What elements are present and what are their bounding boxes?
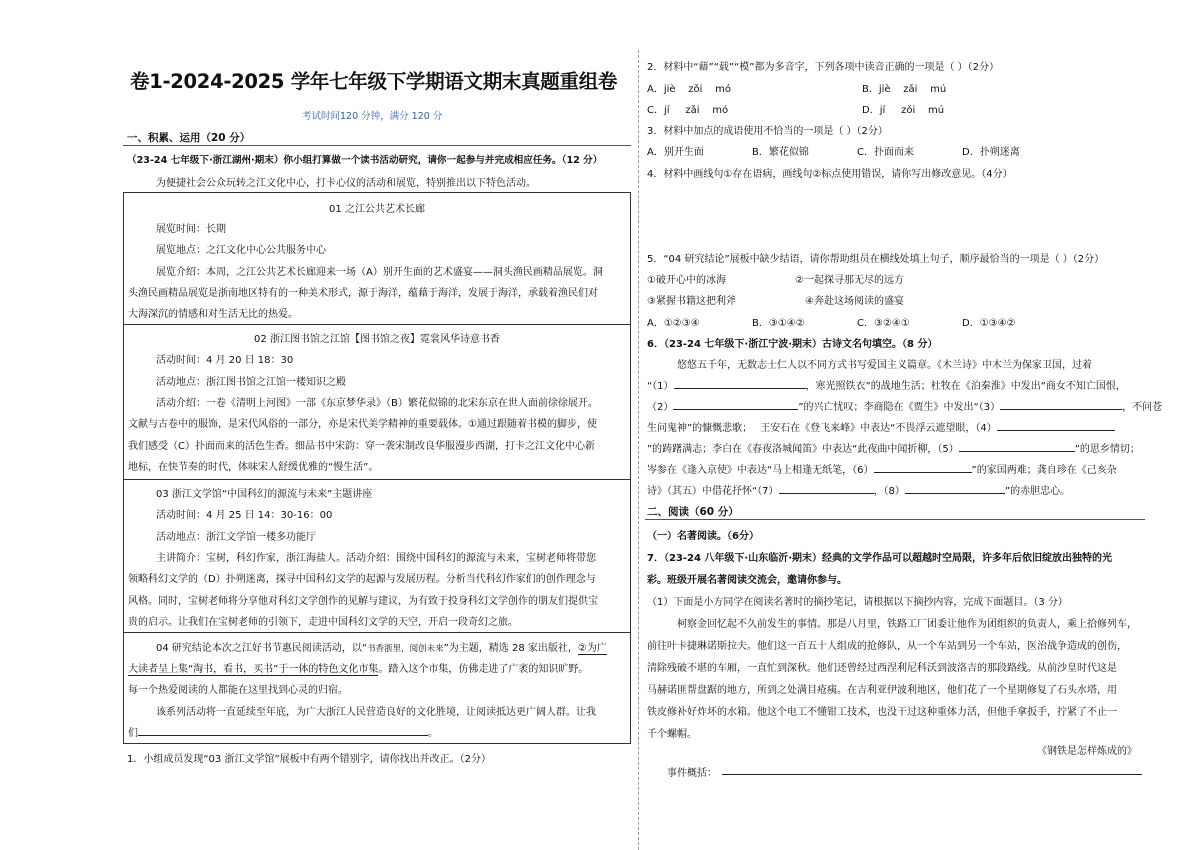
q5-item-4: ④奔赴这场阅读的盛宴 [805,296,904,307]
question-7-cont: 彩。班级开展名著阅读交流会，邀请你参与。 [647,575,847,586]
page-title: 卷1-2024-2025 学年七年级下学期语文期末真题重组卷 [130,70,618,93]
blank-1[interactable] [674,378,806,389]
question-1: 1．小组成员发现“03 浙江文学馆”展板中有两个错别字，请你找出并改正。（2分） [127,754,491,765]
box1-line: 展览地点：之江文化中心公共服务中心 [156,245,326,256]
q6-line [647,419,1115,434]
q3-option-a[interactable]: A．别开生面 [647,147,704,158]
section-1-heading: 一、积累、运用（20 分） [127,132,251,144]
q6-line [647,398,1162,413]
excerpt-line: 清除残破不堪的车厢，一直忙到深秋。他们还曾经过西涅利尼科沃到波洛吉的那段路线。从前沙皇时代这是 [647,663,1117,674]
question-7: 7．（23-24 八年级下·山东临沂·期末）经典的文学作品可以超越时空局限，许多年后依旧绽放出独特的光 [647,553,1113,564]
box3-title: 03 浙江文学馆“中国科幻的源流与未来”主题讲座 [156,489,373,500]
box4-text: ”为主题，精选 28 家出版社， [443,643,578,654]
q6-line [647,440,1140,455]
q5-item-1: ①破开心中的冰海 [647,275,726,286]
box1-title: 01 之江公共艺术长廊 [329,204,425,215]
box2-title: 02 浙江图书馆之江馆【图书馆之夜】霓裳风华诗意书香 [254,334,500,345]
question-4: 4．材料中画线句①存在语病，画线句②标点使用错误，请你写出修改意见。（4分） [647,169,1013,180]
box3-line: 领略科幻文学的（D）扑朔迷离，探寻中国科幻文学的起源与发展历程。分析当代科幻作家们的创作理念与 [128,574,596,585]
question-7-1: （1）下面是小方同学在阅读名著时的摘抄笔记，请根据以下摘抄内容，完成下面题目。（3 分） [647,597,1068,608]
box1-line: 展览介绍：本周，之江公共艺术长廊迎来一场（A）别开生面的艺术盛宴——洞头渔民画精品展览。洞 [156,267,603,278]
q6-text: ，寒光照铁衣”的战地生活；杜牧在《泊秦淮》中发出“商女不知亡国恨， [805,381,1126,392]
q2-option-a[interactable]: A．jiè zǒi mó [647,84,731,95]
q5-option-d[interactable]: D．①③④② [962,318,1016,329]
blank-2[interactable] [673,399,798,410]
section-1-intro: （23-24 七年级下·浙江湖州·期末）你小组打算做一个读书活动研究，请你一起参与并完成相应任务。（12 分） [127,155,603,166]
box4-text: 04 研究结论本次之江好书节惠民阅读活动，以“ [156,643,368,654]
box2-line: 活动时间：4 月 20 日 18：30 [156,355,294,366]
box4-line: 每一个热爱阅读的人都能在这里找到心灵的归宿。 [128,685,348,696]
box2-line: 文献与古卷中的服饰，是宋代风俗的一部分，亦是宋代美学精神的重要载体。①通过跟随着书模的脚步，使 [128,419,597,430]
subsection-heading: （一）名著阅读。（6分） [647,531,759,542]
q6-text: 诗》（其五）中借花抒怀“（7） [647,486,779,497]
q6-text: 王安石在《登飞来峰》中表达“不畏浮云遮望眼，（4） [760,423,997,434]
excerpt-line: 柯察金回忆起不久前发生的事情。那是八月里，铁路工厂团委让他作为团组织的负责人，乘上拾修列车， [677,619,1137,630]
question-3: 3．材料中加点的成语使用不恰当的一项是（ ）（2分） [647,126,888,137]
excerpt-line: 铁皮修补好炸坏的水箱。他这个电工不懂钳工技术，也没干过这种重体力活，但他手拿扳手，拧紧了不止一 [647,707,1117,718]
blank-5[interactable] [959,441,1075,452]
question-5: 5．“04 研究结论”展板中缺少结语，请你帮助组员在横线处填上句子，顺序最恰当的一项是（ ）（2分） [647,254,1105,265]
section-2-underline [645,519,1145,520]
blank-8[interactable] [905,483,1005,494]
material-box [123,192,631,744]
question-6: 6．（23-24 七年级下·浙江宁波·期末）古诗文名句填空。（8 分） [647,339,938,350]
q3-option-b[interactable]: B．繁花似锦 [752,147,809,158]
divider [124,324,630,325]
divider [124,479,630,480]
section-2-heading: 二、阅读（60 分） [647,506,739,518]
q6-text: 岑参在《逢入京使》中表达“马上相逢无纸笔，（6） [647,465,874,476]
question-2: 2．材料中“藉”“载”“模”都为多音字，下列各项中读音正确的一项是（ ）（2分） [647,62,999,73]
q5-item-2: ②一起探寻那无尽的远方 [795,275,904,286]
q6-text: “（1） [647,381,674,392]
box1-line: 头渔民画精品展览是浙南地区特有的一种美术形式，源于海洋，蕴藉于海洋，发展于海洋，承载着渔民们对 [128,288,598,299]
q6-line [647,482,1070,497]
blank-7[interactable] [779,483,874,494]
q3-option-c[interactable]: C．扑面而来 [857,147,914,158]
box2-line: 活动介绍：一卷《清明上河图》一部《东京梦华录》（B）繁花似锦的北宋东京在世人面前徐徐展开。 [156,398,598,409]
q5-item-3: ③紧握书籍这把利斧 [647,296,736,307]
box3-line: 活动地点：浙江文学馆一楼多功能厅 [156,532,316,543]
blank-6[interactable] [874,462,972,473]
box4-text: 。踏入这个市集，仿佛走进了广袤的知识旷野。 [378,664,589,675]
box4-line [156,639,607,654]
q6-line [647,461,1117,476]
book-title: 《钢铁是怎样炼成的》 [1037,746,1137,757]
q6-text: ”的兴亡忧叹；李商隐在《贾生》中发出“（3） [798,402,1001,413]
box4-text: 们 [128,728,138,739]
box2-line: 地标，在快节奏的时代，体味宋人舒缓优雅的“慢生活”。 [128,462,379,473]
box3-line: 主讲简介：宝树，科幻作家，浙江海盐人。活动介绍：围绕中国科幻的源流与未来，宝树老师将带您 [156,553,596,564]
q2-option-d[interactable]: D．jí zǒi mú [862,105,945,116]
q6-text: ”的踌躇满志；李白在《春夜洛城闻笛》中表达“此夜曲中闻折柳，（5） [647,444,959,455]
box1-line: 大海深沉的情感和对生活无比的热爱。 [128,309,298,320]
q2-option-c[interactable]: C．jí zǎi mó [647,105,729,116]
divider [124,632,630,633]
box3-line: 风格。同时，宝树老师将分享他对科幻文学创作的见解与建议，为有致于投身科幻文学创作的朋友们提供宝 [128,596,598,607]
q6-text: ”的思乡情切； [1074,444,1140,455]
q6-line [647,377,1126,392]
summary-label: 事件概括： [667,768,717,779]
excerpt-line: 前往叶卡捷琳诺斯拉夫。他们这一百五十人组成的抢修队，从一个车站到另一个车站，医治战争造成的创伤， [647,641,1127,652]
box2-line: 我们感受（C）扑面而来的活色生香。细品书中宋韵：穿一袭宋制改良华服漫步西湖，打卡之江文化中心新 [128,441,595,452]
q5-option-c[interactable]: C．③②④① [857,318,910,329]
q6-text: ，不问苍 [1122,402,1163,413]
box3-line: 贵的启示。让我们在宝树老师的引领下，走进中国科幻文学的天空，开启一段奇幻之旅。 [128,617,518,628]
box4-text: 。 [428,728,438,739]
q6-text: ”的赤胆忠心。 [1004,486,1071,497]
box3-line: 活动时间：4 月 25 日 14：30-16：00 [156,510,333,521]
blank-4[interactable] [997,420,1115,431]
blank-3[interactable] [1000,399,1122,410]
box4-underlined: ②为广 [577,643,607,654]
excerpt-line: 马赫诺匪帮盘踞的地方，所到之处满目疮痍。在吉利亚伊波利地区，他们花了一个星期修复了石头水塔，用 [647,685,1117,696]
exam-info: 考试时间120 分钟，满分 120 分 [302,111,443,122]
box1-line: 展览时间：长期 [156,224,226,235]
q6-text: ”的家国两难；龚自珍在《己亥杂 [971,465,1117,476]
box4-theme: 书香浙里，阅创未来 [367,644,444,654]
summary-answer-line[interactable] [722,774,1142,775]
section-1-lead: 为便捷社会公众玩转之江文化中心，打卡心仪的活动和展览，特别推出以下特色活动。 [156,178,536,189]
section-1-underline [123,145,631,146]
q5-option-a[interactable]: A．①②③④ [647,318,700,329]
q6-text: ，（8） [873,486,905,497]
q6-text: 生问鬼神”的慷慨悲歌； [647,423,753,434]
box4-line: 该系列活动将一直延续至年底，为广大浙江人民营造良好的文化胜境，让阅读抵达更广阔人群。让我 [156,707,596,718]
q3-option-d[interactable]: D．扑朔迷离 [962,147,1020,158]
q5-option-b[interactable]: B．③①④② [752,318,805,329]
box4-line [128,724,438,739]
answer-blank[interactable] [138,725,428,736]
q6-line: 悠悠五千年，无数志士仁人以不同方式书写爱国主义篇章。《木兰诗》中木兰为保家卫国，过着 [677,360,1092,371]
column-divider [638,50,639,850]
box2-line: 活动地点：浙江图书馆之江馆一楼知识之殿 [156,377,346,388]
excerpt-line: 千个螺帽。 [647,729,697,740]
box4-line [128,660,588,675]
q2-option-b[interactable]: B．jiè zǎi mú [862,84,947,95]
q6-text: （2） [647,402,674,413]
box4-underlined: 大读者呈上集“淘书，看书，买书”于一体的特色文化市集 [128,664,379,675]
